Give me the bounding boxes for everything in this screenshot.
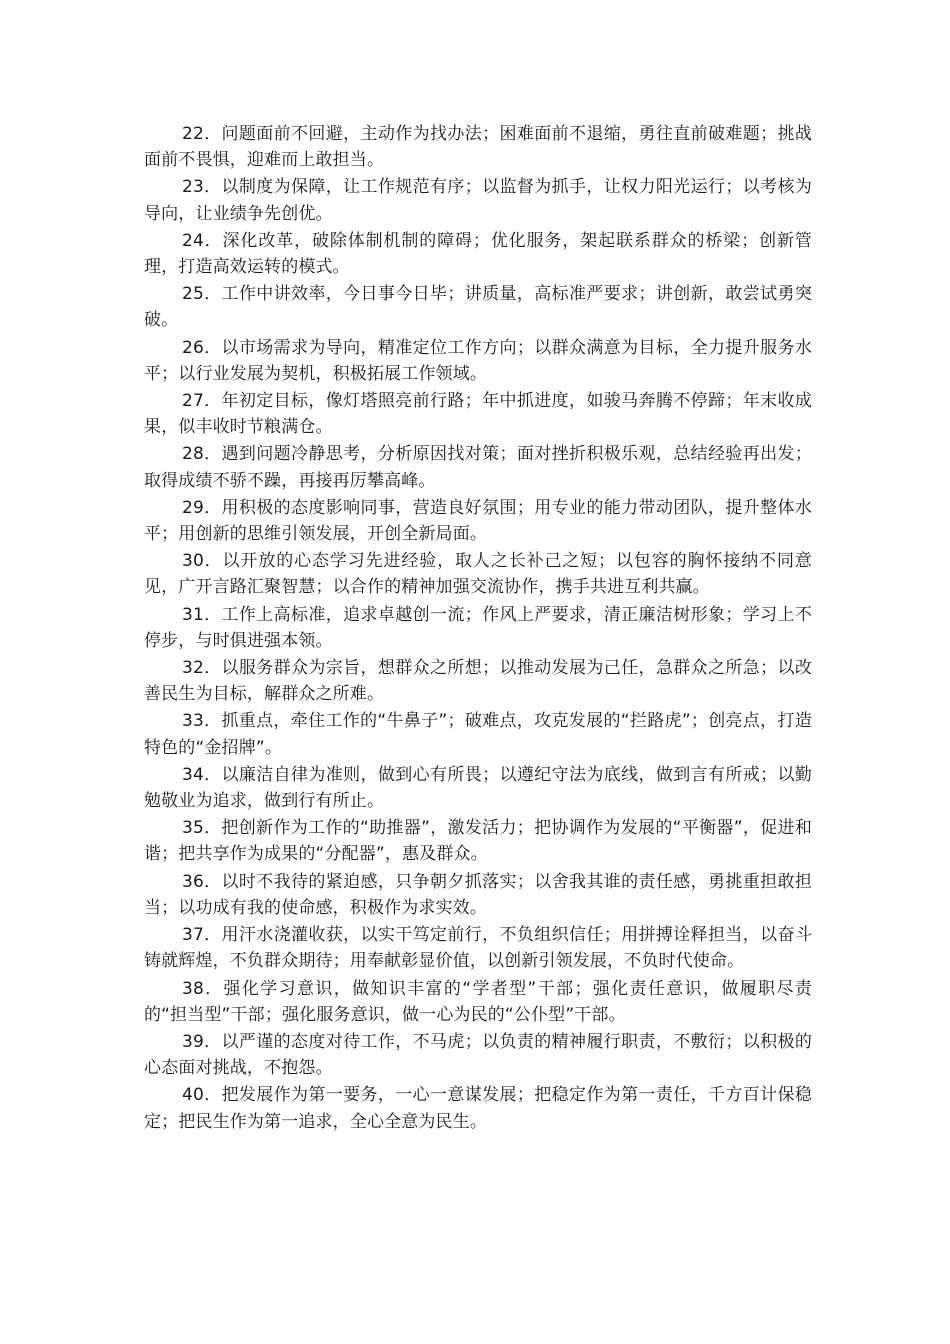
paragraph-39: 39．以严谨的态度对待工作，不马虎；以负责的精神履行职责，不敷衍；以积极的心态面对挑战，不抱怨。 — [144, 1031, 812, 1079]
paragraph-32: 32．以服务群众为宗旨，想群众之所想；以推动发展为己任，急群众之所急；以改善民生为目标，解群众之所难。 — [144, 658, 812, 705]
paragraph-29: 29．用积极的态度影响同事，营造良好氛围；用专业的能力带动团队，提升整体水平；用创新的思维引领发展，开创全新局面。 — [144, 497, 812, 545]
paragraph-35: 35．把创新作为工作的“助推器”，激发活力；把协调作为发展的“平衡器”，促进和谐；把共享作为成果的“分配器”，惠及群众。 — [144, 818, 812, 865]
paragraph-40: 40．把发展作为第一要务，一心一意谋发展；把稳定作为第一责任，千方百计保稳定；把民生作为第一追求，全心全意为民生。 — [144, 1085, 812, 1132]
paragraph-30: 30．以开放的心态学习先进经验，取人之长补己之短；以包容的胸怀接纳不同意见，广开言路汇聚智慧；以合作的精神加强交流协作，携手共进互利共赢。 — [144, 551, 812, 598]
paragraph-38: 38．强化学习意识，做知识丰富的“学者型”干部；强化责任意识，做履职尽责的“担当型”干部；强化服务意识，做一心为民的“公仆型”干部。 — [144, 978, 812, 1025]
paragraph-25: 25．工作中讲效率，今日事今日毕；讲质量，高标准严要求；讲创新，敢尝试勇突破。 — [144, 284, 812, 331]
document-body — [144, 121, 812, 1136]
paragraph-34: 34．以廉洁自律为准则，做到心有所畏；以遵纪守法为底线，做到言有所戒；以勤勉敬业为追求，做到行有所止。 — [144, 764, 812, 812]
paragraph-33: 33．抓重点，牵住工作的“牛鼻子”；破难点，攻克发展的“拦路虎”；创亮点，打造特色的“金招牌”。 — [144, 711, 812, 758]
paragraph-27: 27．年初定目标，像灯塔照亮前行路；年中抓进度，如骏马奔腾不停蹄；年末收成果，似丰收时节粮满仓。 — [144, 391, 812, 438]
paragraph-37: 37．用汗水浇灌收获，以实干笃定前行，不负组织信任；用拼搏诠释担当，以奋斗铸就辉煌，不负群众期待；用奉献彰显价值，以创新引领发展，不负时代使命。 — [144, 925, 812, 972]
paragraph-36: 36．以时不我待的紧迫感，只争朝夕抓落实；以舍我其谁的责任感，勇挑重担敢担当；以功成有我的使命感，积极作为求实效。 — [144, 871, 812, 918]
paragraph-28: 28．遇到问题冷静思考，分析原因找对策；面对挫折积极乐观，总结经验再出发；取得成绩不骄不躁，再接再厉攀高峰。 — [144, 444, 812, 491]
paragraph-31: 31．工作上高标准，追求卓越创一流；作风上严要求，清正廉洁树形象；学习上不停步，与时俱进强本领。 — [144, 604, 812, 651]
paragraph-26: 26．以市场需求为导向，精准定位工作方向；以群众满意为目标，全力提升服务水平；以行业发展为契机，积极拓展工作领域。 — [144, 337, 812, 384]
paragraph-24: 24．深化改革，破除体制机制的障碍；优化服务，架起联系群众的桥梁；创新管理，打造高效运转的模式。 — [144, 230, 812, 278]
paragraph-23: 23．以制度为保障，让工作规范有序；以监督为抓手，让权力阳光运行；以考核为导向，让业绩争先创优。 — [144, 177, 812, 224]
paragraph-22: 22．问题面前不回避，主动作为找办法；困难面前不退缩，勇往直前破难题；挑战面前不畏惧，迎难而上敢担当。 — [144, 124, 812, 171]
